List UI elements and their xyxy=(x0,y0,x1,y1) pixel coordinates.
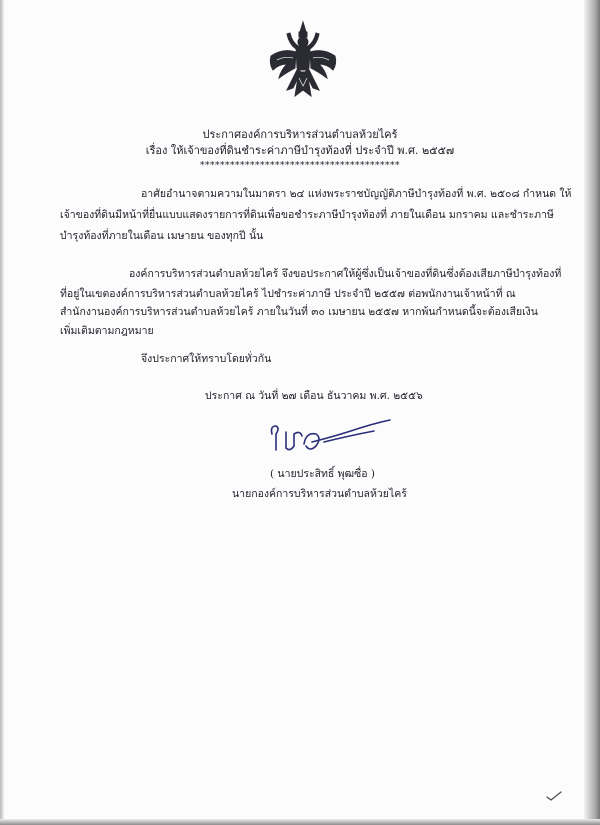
garuda-emblem-icon xyxy=(265,20,341,102)
paragraph-2-line-4: เพิ่มเติมตามกฎหมาย xyxy=(60,325,154,337)
pencil-check-mark xyxy=(545,789,563,803)
announcement-date: ประกาศ ณ วันที่ ๒๗ เดือน ธันวาคม พ.ศ. ๒๕๕๖ xyxy=(205,390,423,402)
handwritten-signature xyxy=(264,412,396,460)
document-subject: เรื่อง ให้เจ้าของที่ดินชำระค่าภาษีบำรุงท้องที่ ประจำปี พ.ศ. ๒๕๕๗ xyxy=(145,144,455,157)
paragraph-1-line-3: บำรุงท้องที่ภายในเดือน เมษายน ของทุกปี นั้น xyxy=(60,230,264,242)
paragraph-2-line-1: องค์การบริหารส่วนตำบลห้วยไคร้ จึงขอประกาศให้ผู้ซึ่งเป็นเจ้าของที่ดินซึ่งต้องเสียภาษีบำรุงท้องที่ xyxy=(129,268,562,280)
paragraph-2-line-3: สำนักงานองค์การบริหารส่วนตำบลห้วยไคร้ ภายในวันที่ ๓๐ เมษายน ๒๕๕๗ หากพ้นกำหนดนี้จะต้องเสียเงิน xyxy=(60,306,538,318)
closing-line: จึงประกาศให้ทราบโดยทั่วกัน xyxy=(141,353,272,365)
paragraph-1-line-2: เจ้าของที่ดินมีหน้าที่ยื่นแบบแสดงรายการที่ดินเพื่อขอชำระภาษีบำรุงท้องที่ ภายในเดือน มกราคม และชำระภาษี xyxy=(60,209,554,221)
signer-name: ( นายประสิทธิ์ พุฒซื่อ ) xyxy=(270,468,375,480)
paragraph-2-line-2: ที่อยู่ในเขตองค์การบริหารส่วนตำบลห้วยไคร้ ไปชำระค่าภาษี ประจำปี ๒๕๕๗ ต่อพนักงานเจ้าหน้าที่ ณ xyxy=(60,288,516,300)
scan-edge-left xyxy=(0,0,4,825)
scan-edge-bottom xyxy=(0,819,600,825)
document-title: ประกาศองค์การบริหารส่วนตำบลห้วยไคร้ xyxy=(202,128,398,141)
separator-stars: **************************************** xyxy=(200,161,400,171)
scan-edge-right xyxy=(584,0,600,825)
signer-title: นายกองค์การบริหารส่วนตำบลห้วยไคร้ xyxy=(232,488,407,500)
paragraph-1-line-1: อาศัยอำนาจตามความในมาตรา ๒๔ แห่งพระราชบัญญัติภาษีบำรุงท้องที่ พ.ศ. ๒๕๐๘ กำหนด ให้ xyxy=(141,188,572,200)
